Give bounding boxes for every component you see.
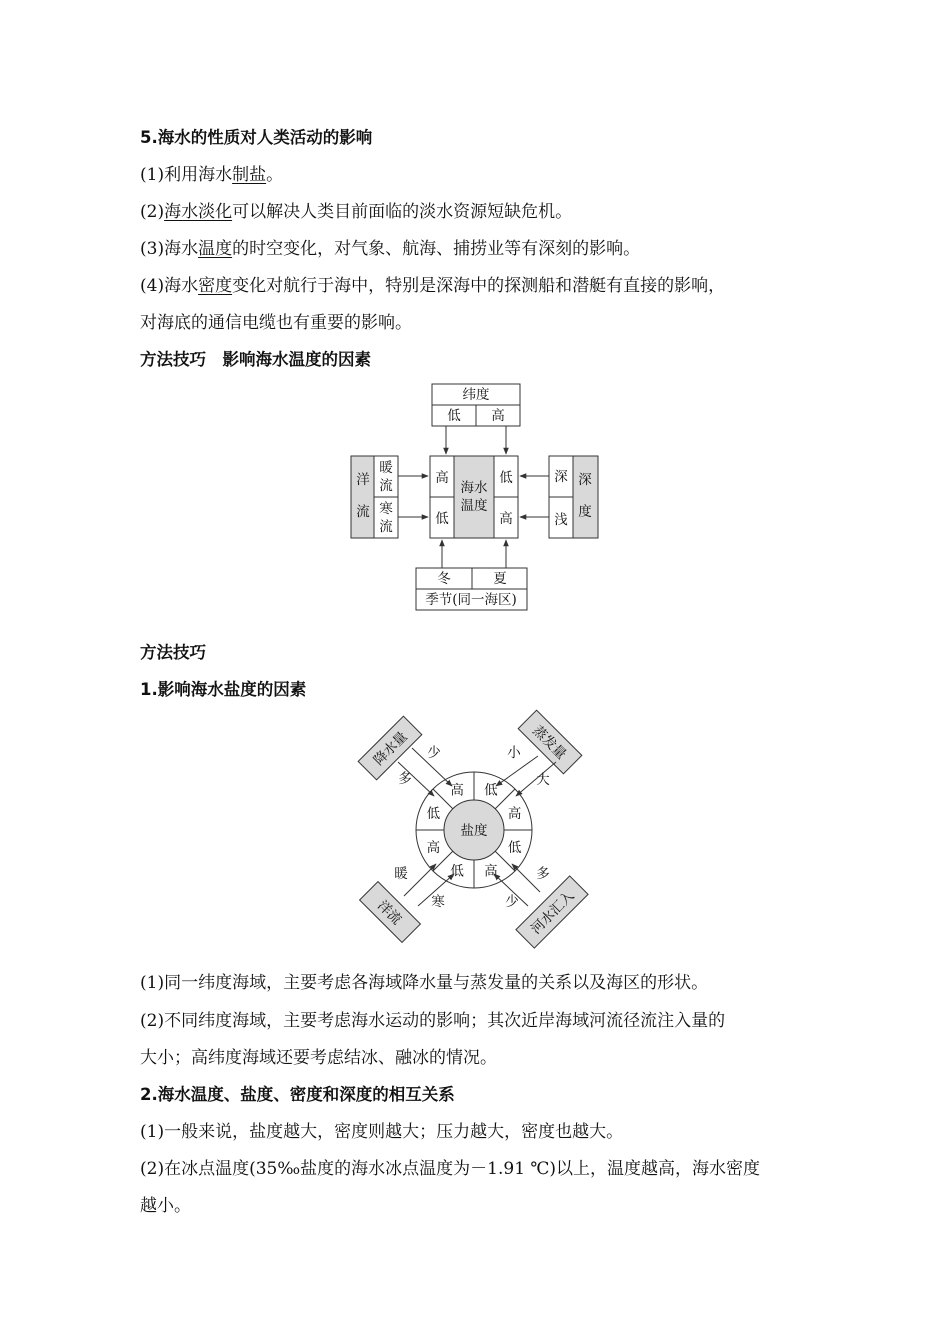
salinity-note-1: (1)同一纬度海域，主要考虑各海域降水量与蒸发量的关系以及海区的形状。 [140, 973, 709, 993]
latitude-low: 低 [447, 408, 461, 424]
ring-label: 低 [450, 863, 464, 880]
svg-text:洋流: 洋流 [374, 897, 405, 928]
label-more: 多 [398, 771, 412, 787]
center-left-high: 高 [435, 470, 449, 486]
label-less-2: 少 [505, 894, 519, 910]
section-5-item-2: (2)海水淡化可以解决人类目前面临的淡水资源短缺危机。 [140, 202, 573, 222]
term-density: 密度 [198, 276, 233, 296]
svg-text:流: 流 [356, 504, 370, 520]
section-5-item-1: (1)利用海水制盐。 [140, 165, 284, 185]
salinity-factors-diagram [358, 710, 588, 948]
section-5-title: 5.海水的性质对人类活动的影响 [140, 128, 373, 147]
relation-title: 2.海水温度、盐度、密度和深度的相互关系 [140, 1085, 455, 1104]
svg-text:寒: 寒 [379, 501, 393, 517]
center-left-low: 低 [435, 511, 449, 527]
label-cold: 寒 [431, 894, 445, 910]
season-box [416, 568, 527, 610]
svg-text:蒸发量: 蒸发量 [529, 722, 570, 763]
ring-label: 低 [507, 839, 522, 856]
season-summer: 夏 [493, 571, 507, 587]
ring-label: 高 [484, 863, 498, 880]
svg-text:流: 流 [379, 478, 393, 494]
depth-box [549, 456, 598, 538]
ocean-current-factor-box [360, 882, 421, 943]
depth-shallow: 浅 [554, 512, 568, 528]
salinity-note-2b: 大小；高纬度海域还要考虑结冰、融冰的情况。 [140, 1048, 497, 1068]
section-5-item-3: (3)海水温度的时空变化，对气象、航海、捕捞业等有深刻的影响。 [140, 239, 641, 259]
relation-p2a: (2)在冰点温度(35‰盐度的海水冰点温度为－1.91 ℃)以上，温度越高，海水密度 [140, 1159, 761, 1179]
ring-label: 高 [507, 806, 522, 823]
salinity-note-2a: (2)不同纬度海域，主要考虑海水运动的影响；其次近岸海域河流径流注入量的 [140, 1011, 726, 1031]
latitude-box [432, 384, 520, 426]
method-title-temperature: 方法技巧 影响海水温度的因素 [140, 350, 371, 369]
term-desalination: 海水淡化 [164, 202, 233, 222]
season-winter: 冬 [437, 571, 451, 587]
center-right-high: 高 [499, 511, 513, 527]
ocean-current-box [351, 456, 398, 538]
relation-p1: (1)一般来说，盐度越大，密度则越大；压力越大，密度也越大。 [140, 1122, 624, 1142]
label-small: 小 [507, 745, 521, 761]
section-5-item-4-cont: 对海底的通信电缆也有重要的影响。 [140, 313, 412, 333]
arrow-current-warm [404, 864, 436, 896]
ring-label: 高 [426, 839, 441, 856]
relation-p2b: 越小。 [140, 1196, 191, 1216]
svg-text:降水量: 降水量 [370, 728, 411, 769]
center-label-2: 温度 [460, 498, 488, 514]
svg-text:暖: 暖 [379, 460, 393, 476]
salinity-center: 盐度 [460, 823, 488, 839]
label-warm: 暖 [394, 866, 408, 882]
term-salt: 制盐 [232, 165, 267, 185]
sea-temperature-box [430, 456, 518, 538]
center-right-low: 低 [499, 470, 513, 486]
label-large: 大 [536, 772, 550, 788]
label-less: 少 [427, 745, 441, 761]
svg-text:度: 度 [578, 504, 592, 520]
season-label: 季节(同一海区) [425, 592, 517, 608]
label-more-2: 多 [536, 866, 550, 882]
svg-text:河水汇入: 河水汇入 [527, 887, 578, 938]
center-label-1: 海水 [460, 480, 488, 496]
river-inflow-box [516, 876, 588, 948]
latitude-label: 纬度 [462, 387, 490, 403]
term-temperature: 温度 [198, 239, 233, 259]
depth-deep: 深 [554, 469, 568, 485]
latitude-high: 高 [491, 408, 505, 424]
svg-text:洋: 洋 [356, 472, 370, 488]
evaporation-box [518, 710, 582, 774]
salinity-title: 1.影响海水盐度的因素 [140, 680, 307, 699]
svg-text:深: 深 [578, 472, 592, 488]
ring-label: 低 [426, 806, 441, 823]
section-5-item-4: (4)海水密度变化对航行于海中，特别是深海中的探测船和潜艇有直接的影响， [140, 276, 726, 296]
ring-label: 高 [450, 782, 464, 799]
method-title: 方法技巧 [140, 643, 206, 662]
ring-label: 低 [484, 782, 498, 799]
svg-text:流: 流 [379, 519, 393, 535]
